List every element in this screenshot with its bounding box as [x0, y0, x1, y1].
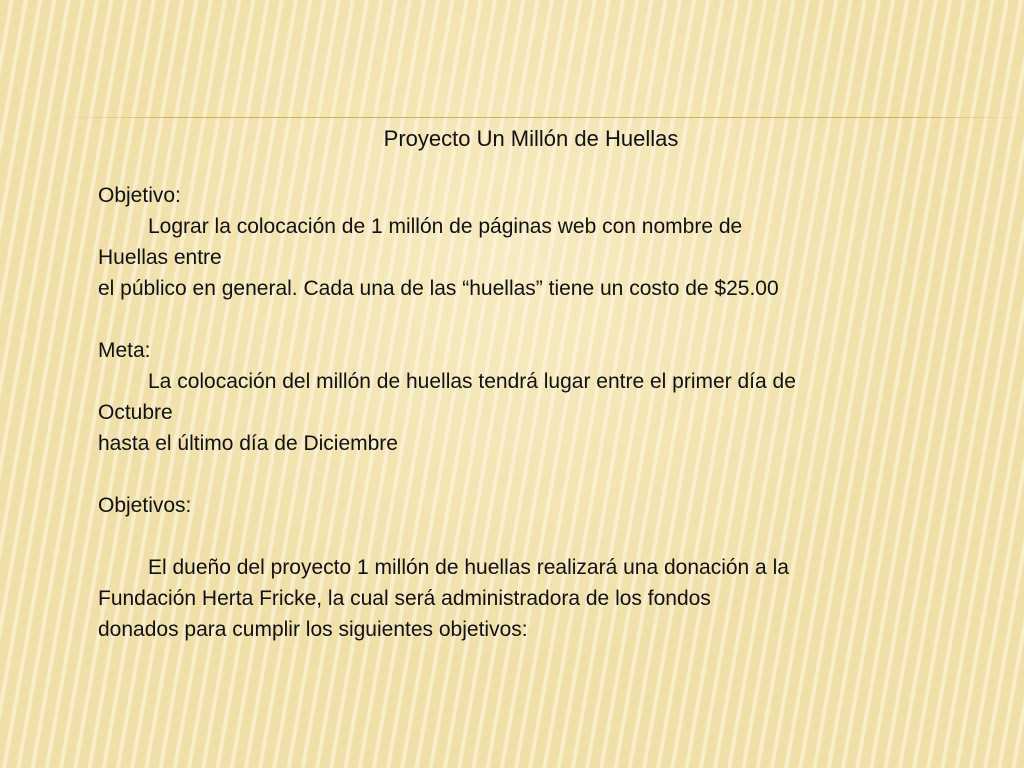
meta-heading: Meta:: [98, 339, 151, 362]
section-gap: [98, 459, 928, 490]
slide-content: [98, 122, 928, 645]
meta-line: hasta el último día de Diciembre: [98, 432, 398, 455]
objetivos-line: El dueño del proyecto 1 millón de huellas realizará una donación a la: [148, 556, 789, 579]
objetivo-heading: Objetivo:: [98, 184, 181, 207]
title-rule: [64, 117, 1024, 118]
objetivos-heading: Objetivos:: [98, 494, 192, 517]
objetivos-line: donados para cumplir los siguientes objetivos:: [98, 618, 528, 641]
slide-title: Proyecto Un Millón de Huellas: [383, 126, 679, 151]
section-gap: [98, 521, 928, 552]
section-gap: [98, 304, 928, 335]
meta-line: La colocación del millón de huellas tendrá lugar entre el primer día de: [148, 370, 796, 393]
objetivo-line: Lograr la colocación de 1 millón de páginas web con nombre de: [148, 215, 743, 238]
meta-line: Octubre: [98, 401, 173, 424]
objetivo-line: el público en general. Cada una de las “huellas” tiene un costo de $25.00: [98, 277, 779, 300]
objetivo-line: Huellas entre: [98, 246, 222, 269]
objetivos-line: Fundación Herta Fricke, la cual será administradora de los fondos: [98, 587, 711, 610]
